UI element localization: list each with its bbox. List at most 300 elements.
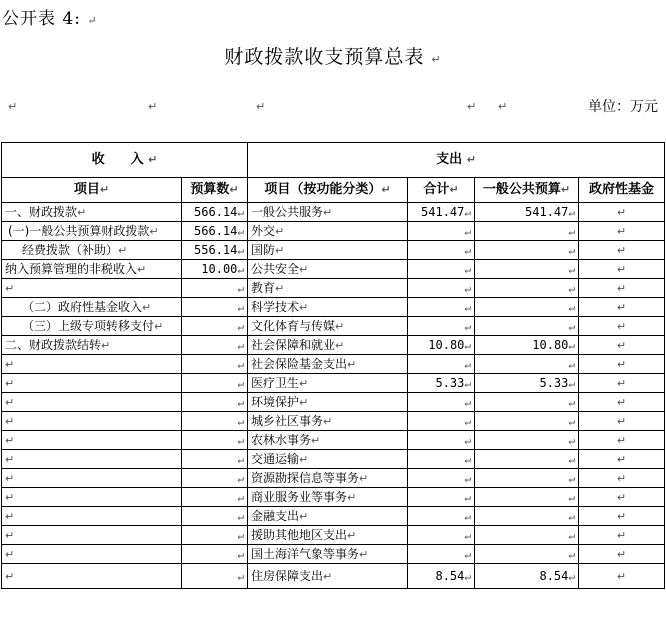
- general-budget-cell: [475, 374, 579, 393]
- return-mark: ↵: [464, 224, 472, 238]
- return-mark: ↵: [323, 205, 333, 219]
- table-row: [2, 279, 665, 298]
- expense-item-cell: [248, 526, 408, 545]
- return-mark: ↵: [8, 100, 18, 113]
- income-amount-cell: [182, 241, 248, 260]
- return-mark: ↵: [359, 471, 369, 485]
- general-budget-cell-text: 541.47: [525, 204, 569, 219]
- return-mark: ↵: [464, 281, 472, 295]
- gov-fund-cell: [579, 526, 665, 545]
- return-mark: ↵: [568, 569, 576, 583]
- general-budget-cell: [475, 450, 579, 469]
- return-mark: ↵: [237, 433, 245, 447]
- return-mark: ↵: [237, 376, 245, 390]
- return-mark: ↵: [237, 471, 245, 485]
- total-cell: [408, 526, 475, 545]
- return-mark: ↵: [616, 433, 627, 447]
- return-mark: ↵: [359, 547, 369, 561]
- income-item-cell: [2, 393, 182, 412]
- table-row: [2, 431, 665, 450]
- income-item-cell: [2, 545, 182, 564]
- expense-item-cell-text: 城乡社区事务: [251, 413, 324, 428]
- return-mark: ↵: [464, 528, 472, 542]
- return-mark: ↵: [568, 376, 576, 390]
- return-mark: ↵: [568, 243, 576, 257]
- table-row: [2, 336, 665, 355]
- table-row: [2, 450, 665, 469]
- return-mark: ↵: [616, 262, 627, 276]
- income-amount-cell: [182, 260, 248, 279]
- return-mark: ↵: [616, 338, 627, 352]
- return-mark: ↵: [77, 205, 87, 219]
- return-mark: ↵: [381, 183, 391, 196]
- gov-fund-cell: [579, 545, 665, 564]
- expense-item-cell-text: 外交: [251, 223, 276, 238]
- expense-item-cell: [248, 450, 408, 469]
- expense-item-cell-text: 一般公共服务: [251, 204, 324, 219]
- return-mark: ↵: [616, 509, 627, 523]
- expense-item-cell: [248, 412, 408, 431]
- unit-label: 单位：万元: [588, 99, 658, 115]
- gov-fund-cell: [579, 469, 665, 488]
- return-mark: ↵: [568, 528, 576, 542]
- return-mark: ↵: [5, 414, 15, 428]
- expense-item-cell: [248, 564, 408, 589]
- total-cell: [408, 241, 475, 260]
- return-mark: ↵: [466, 153, 476, 166]
- return-mark: ↵: [616, 205, 627, 219]
- table-row: [2, 317, 665, 336]
- expense-item-cell-text: 资源勘探信息等事务: [251, 470, 360, 485]
- return-mark: ↵: [5, 569, 15, 583]
- return-mark: ↵: [299, 376, 309, 390]
- column-header: [579, 178, 665, 203]
- total-cell: [408, 412, 475, 431]
- return-mark: ↵: [335, 338, 345, 352]
- general-budget-cell-text: 8.54: [539, 568, 569, 583]
- return-mark: ↵: [449, 183, 459, 196]
- gov-fund-cell: [579, 317, 665, 336]
- return-mark: ↵: [616, 224, 627, 238]
- return-mark: ↵: [464, 547, 472, 561]
- table-row: [2, 260, 665, 279]
- general-budget-cell: [475, 260, 579, 279]
- return-mark: ↵: [311, 433, 321, 447]
- return-mark: ↵: [154, 319, 164, 333]
- income-amount-cell: [182, 355, 248, 374]
- column-header-text: 合计: [423, 182, 450, 197]
- page-title: [0, 42, 666, 69]
- income-amount-cell: [182, 222, 248, 241]
- general-budget-cell: [475, 336, 579, 355]
- return-mark: ↵: [299, 262, 309, 276]
- total-cell-text: 5.33: [435, 375, 465, 390]
- return-mark: ↵: [5, 528, 15, 542]
- gov-fund-cell: [579, 412, 665, 431]
- gov-fund-cell: [579, 355, 665, 374]
- expense-item-cell-text: 商业服务业等事务: [251, 489, 348, 504]
- expense-item-cell-text: 国土海洋气象等事务: [251, 546, 360, 561]
- table-body: [2, 203, 665, 589]
- income-amount-cell: [182, 203, 248, 222]
- expense-item-cell: [248, 374, 408, 393]
- expense-item-cell-text: 金融支出: [251, 508, 300, 523]
- return-mark: ↵: [568, 300, 576, 314]
- gov-fund-cell: [579, 260, 665, 279]
- general-budget-cell: [475, 526, 579, 545]
- return-mark: ↵: [568, 547, 576, 561]
- general-budget-cell: [475, 507, 579, 526]
- income-amount-cell: [182, 507, 248, 526]
- gov-fund-cell: [579, 450, 665, 469]
- income-item-cell: [2, 260, 182, 279]
- expense-item-cell: [248, 469, 408, 488]
- income-item-cell: [2, 526, 182, 545]
- expense-section-header: [248, 143, 665, 178]
- return-mark: ↵: [335, 319, 345, 333]
- return-mark: ↵: [237, 281, 245, 295]
- return-mark: ↵: [237, 300, 245, 314]
- return-mark: ↵: [568, 319, 576, 333]
- return-mark: ↵: [464, 338, 472, 352]
- return-mark: ↵: [616, 376, 627, 390]
- column-header-text: 一般公共预算: [482, 182, 561, 197]
- return-mark: ↵: [256, 100, 266, 113]
- expense-item-cell: [248, 260, 408, 279]
- return-mark: ↵: [616, 414, 627, 428]
- gov-fund-cell: [579, 222, 665, 241]
- return-mark: ↵: [5, 395, 15, 409]
- page-title-text: 财政拨款收支预算总表: [224, 46, 425, 68]
- income-item-cell: [2, 279, 182, 298]
- return-mark: ↵: [101, 338, 111, 352]
- general-budget-cell: [475, 564, 579, 589]
- expense-item-cell-text: 科学技术: [251, 299, 300, 314]
- total-cell-text: 541.47: [421, 204, 465, 219]
- table-row: [2, 222, 665, 241]
- return-mark: ↵: [464, 452, 472, 466]
- return-mark: ↵: [347, 528, 357, 542]
- income-item-cell-text: （二）政府性基金收入: [22, 299, 143, 314]
- return-mark: ↵: [616, 547, 627, 561]
- income-amount-cell: [182, 393, 248, 412]
- return-mark: ↵: [299, 300, 309, 314]
- return-mark: ↵: [568, 224, 576, 238]
- income-item-cell: [2, 241, 182, 260]
- return-mark: ↵: [237, 319, 245, 333]
- income-amount-cell: [182, 545, 248, 564]
- expense-item-cell-text: 医疗卫生: [251, 375, 300, 390]
- return-mark: ↵: [464, 319, 472, 333]
- return-mark: ↵: [299, 395, 309, 409]
- expense-item-cell-text: 国防: [251, 242, 276, 257]
- income-header-text: 收 入: [91, 152, 144, 167]
- return-mark: ↵: [616, 357, 627, 371]
- expense-item-cell: [248, 488, 408, 507]
- total-cell: [408, 317, 475, 336]
- income-item-cell: [2, 222, 182, 241]
- return-mark: ↵: [467, 100, 477, 113]
- total-cell: [408, 469, 475, 488]
- table-number-label: [2, 4, 98, 29]
- table-row: [2, 412, 665, 431]
- table-number-text: 公开表 4:: [2, 9, 81, 29]
- table-row: [2, 488, 665, 507]
- income-item-cell: [2, 507, 182, 526]
- expense-item-cell: [248, 298, 408, 317]
- return-mark: ↵: [568, 414, 576, 428]
- return-mark: ↵: [464, 414, 472, 428]
- total-cell-text: 10.80: [428, 337, 465, 352]
- expense-item-cell: [248, 336, 408, 355]
- return-mark: ↵: [616, 243, 627, 257]
- return-mark: ↵: [464, 376, 472, 390]
- return-mark: ↵: [568, 357, 576, 371]
- gov-fund-cell: [579, 488, 665, 507]
- expense-item-cell: [248, 393, 408, 412]
- general-budget-cell: [475, 298, 579, 317]
- general-budget-cell: [475, 355, 579, 374]
- return-mark: ↵: [237, 243, 245, 257]
- income-section-header: [2, 143, 248, 178]
- income-item-cell-text: 一、财政拨款: [5, 204, 78, 219]
- return-mark: ↵: [616, 300, 627, 314]
- return-mark: ↵: [464, 357, 472, 371]
- return-mark: ↵: [237, 205, 245, 219]
- table-row: [2, 355, 665, 374]
- return-mark: ↵: [616, 528, 627, 542]
- income-amount-cell: [182, 336, 248, 355]
- return-mark: ↵: [148, 153, 158, 166]
- column-header: [2, 178, 182, 203]
- expense-item-cell: [248, 203, 408, 222]
- column-header-row: [2, 178, 665, 203]
- expense-item-cell: [248, 545, 408, 564]
- income-item-cell: [2, 469, 182, 488]
- expense-item-cell-text: 援助其他地区支出: [251, 527, 348, 542]
- income-item-cell: [2, 317, 182, 336]
- return-mark: ↵: [616, 471, 627, 485]
- return-mark: ↵: [568, 452, 576, 466]
- expense-item-cell: [248, 431, 408, 450]
- expense-item-cell: [248, 317, 408, 336]
- return-mark: ↵: [237, 547, 245, 561]
- income-amount-cell: [182, 526, 248, 545]
- expense-item-cell-text: 文化体育与传媒: [251, 318, 336, 333]
- table-row: [2, 203, 665, 222]
- column-header-text: 项目: [73, 182, 100, 197]
- return-mark: ↵: [87, 14, 98, 27]
- expense-item-cell: [248, 355, 408, 374]
- income-amount-cell-text: 566.14: [194, 204, 238, 219]
- income-item-cell-text: (一)一般公共预算财政拨款: [8, 223, 150, 238]
- return-mark: ↵: [137, 262, 147, 276]
- return-mark: ↵: [237, 224, 245, 238]
- table-row: [2, 298, 665, 317]
- table-row: [2, 469, 665, 488]
- return-mark: ↵: [323, 414, 333, 428]
- general-budget-cell-text: 5.33: [539, 375, 569, 390]
- return-mark: ↵: [5, 433, 15, 447]
- return-mark: ↵: [568, 338, 576, 352]
- income-amount-cell: [182, 279, 248, 298]
- general-budget-cell-text: 10.80: [532, 337, 569, 352]
- return-mark: ↵: [237, 569, 245, 583]
- return-mark: ↵: [5, 281, 15, 295]
- general-budget-cell: [475, 488, 579, 507]
- return-mark: ↵: [237, 357, 245, 371]
- column-header: [475, 178, 579, 203]
- general-budget-cell: [475, 469, 579, 488]
- return-mark: ↵: [464, 205, 472, 219]
- income-amount-cell-text: 566.14: [194, 223, 238, 238]
- return-mark: ↵: [616, 319, 627, 333]
- income-item-cell-text: 二、财政拨款结转: [5, 337, 102, 352]
- return-mark: ↵: [498, 100, 508, 113]
- gov-fund-cell: [579, 279, 665, 298]
- return-mark: ↵: [323, 569, 333, 583]
- income-item-cell-text: 经费拨款（补助）: [22, 242, 119, 257]
- total-cell-text: 8.54: [435, 568, 465, 583]
- return-mark: ↵: [275, 281, 285, 295]
- return-mark: ↵: [5, 547, 15, 561]
- section-header-row: [2, 143, 665, 178]
- return-mark: ↵: [568, 471, 576, 485]
- income-amount-cell: [182, 450, 248, 469]
- return-mark: ↵: [347, 490, 357, 504]
- return-mark: ↵: [275, 243, 285, 257]
- general-budget-cell: [475, 412, 579, 431]
- return-mark: ↵: [5, 509, 15, 523]
- expense-item-cell-text: 社会保险基金支出: [251, 356, 348, 371]
- general-budget-cell: [475, 203, 579, 222]
- general-budget-cell: [475, 279, 579, 298]
- return-mark: ↵: [616, 452, 627, 466]
- income-amount-cell: [182, 374, 248, 393]
- table-row: [2, 526, 665, 545]
- gov-fund-cell: [579, 298, 665, 317]
- general-budget-cell: [475, 431, 579, 450]
- income-amount-cell-text: 10.00: [201, 261, 238, 276]
- return-mark: ↵: [464, 433, 472, 447]
- income-item-cell: [2, 298, 182, 317]
- return-mark: ↵: [568, 509, 576, 523]
- total-cell: [408, 355, 475, 374]
- return-mark: ↵: [568, 395, 576, 409]
- income-amount-cell: [182, 488, 248, 507]
- expense-item-cell-text: 交通运输: [251, 451, 300, 466]
- total-cell: [408, 564, 475, 589]
- return-mark: ↵: [616, 490, 627, 504]
- return-mark: ↵: [568, 205, 576, 219]
- expense-header-text: 支出: [436, 152, 463, 167]
- return-mark: ↵: [464, 262, 472, 276]
- column-header-text: 政府性基金: [589, 182, 655, 197]
- income-amount-cell-text: 556.14: [194, 242, 238, 257]
- general-budget-cell: [475, 545, 579, 564]
- expense-item-cell-text: 住房保障支出: [251, 568, 324, 583]
- return-mark: ↵: [5, 376, 15, 390]
- expense-item-cell: [248, 279, 408, 298]
- total-cell: [408, 393, 475, 412]
- return-mark: ↵: [464, 300, 472, 314]
- return-mark: ↵: [299, 452, 309, 466]
- return-mark: ↵: [464, 395, 472, 409]
- expense-item-cell-text: 社会保障和就业: [251, 337, 336, 352]
- income-amount-cell: [182, 298, 248, 317]
- income-item-cell: [2, 203, 182, 222]
- return-mark: ↵: [568, 262, 576, 276]
- return-mark: ↵: [229, 183, 239, 196]
- general-budget-cell: [475, 241, 579, 260]
- gov-fund-cell: [579, 203, 665, 222]
- column-header: [408, 178, 475, 203]
- income-amount-cell: [182, 317, 248, 336]
- income-item-cell: [2, 374, 182, 393]
- column-header-text: 预算数: [190, 182, 230, 197]
- return-mark: ↵: [5, 452, 15, 466]
- expense-item-cell-text: 环境保护: [251, 394, 300, 409]
- return-mark: ↵: [237, 528, 245, 542]
- table-row: [2, 507, 665, 526]
- return-mark: ↵: [431, 53, 442, 66]
- return-mark: ↵: [560, 183, 571, 196]
- gov-fund-cell: [579, 431, 665, 450]
- return-mark: ↵: [616, 569, 627, 583]
- income-item-cell: [2, 564, 182, 589]
- total-cell: [408, 203, 475, 222]
- return-mark: ↵: [464, 471, 472, 485]
- expense-item-cell: [248, 241, 408, 260]
- column-header: [248, 178, 408, 203]
- income-item-cell: [2, 488, 182, 507]
- return-mark: ↵: [616, 281, 627, 295]
- return-mark: ↵: [5, 357, 15, 371]
- return-mark: ↵: [568, 281, 576, 295]
- return-mark: ↵: [237, 262, 245, 276]
- total-cell: [408, 507, 475, 526]
- return-mark: ↵: [237, 338, 245, 352]
- return-mark: ↵: [464, 243, 472, 257]
- return-mark: ↵: [237, 395, 245, 409]
- return-mark: ↵: [99, 183, 110, 196]
- general-budget-cell: [475, 393, 579, 412]
- table-row: [2, 393, 665, 412]
- total-cell: [408, 222, 475, 241]
- return-mark: ↵: [568, 490, 576, 504]
- general-budget-cell: [475, 222, 579, 241]
- return-mark: ↵: [568, 433, 576, 447]
- return-mark: ↵: [616, 395, 627, 409]
- total-cell: [408, 298, 475, 317]
- income-item-cell-text: （三）上级专项转移支付: [22, 318, 155, 333]
- return-mark: ↵: [148, 100, 158, 113]
- return-mark: ↵: [464, 509, 472, 523]
- return-mark: ↵: [299, 509, 309, 523]
- return-mark: ↵: [237, 414, 245, 428]
- return-mark: ↵: [464, 569, 472, 583]
- total-cell: [408, 450, 475, 469]
- return-mark: ↵: [5, 471, 15, 485]
- total-cell: [408, 279, 475, 298]
- general-budget-cell: [475, 317, 579, 336]
- return-mark: ↵: [464, 490, 472, 504]
- income-item-cell: [2, 336, 182, 355]
- income-amount-cell: [182, 431, 248, 450]
- gov-fund-cell: [579, 374, 665, 393]
- total-cell: [408, 488, 475, 507]
- budget-table: [1, 142, 665, 589]
